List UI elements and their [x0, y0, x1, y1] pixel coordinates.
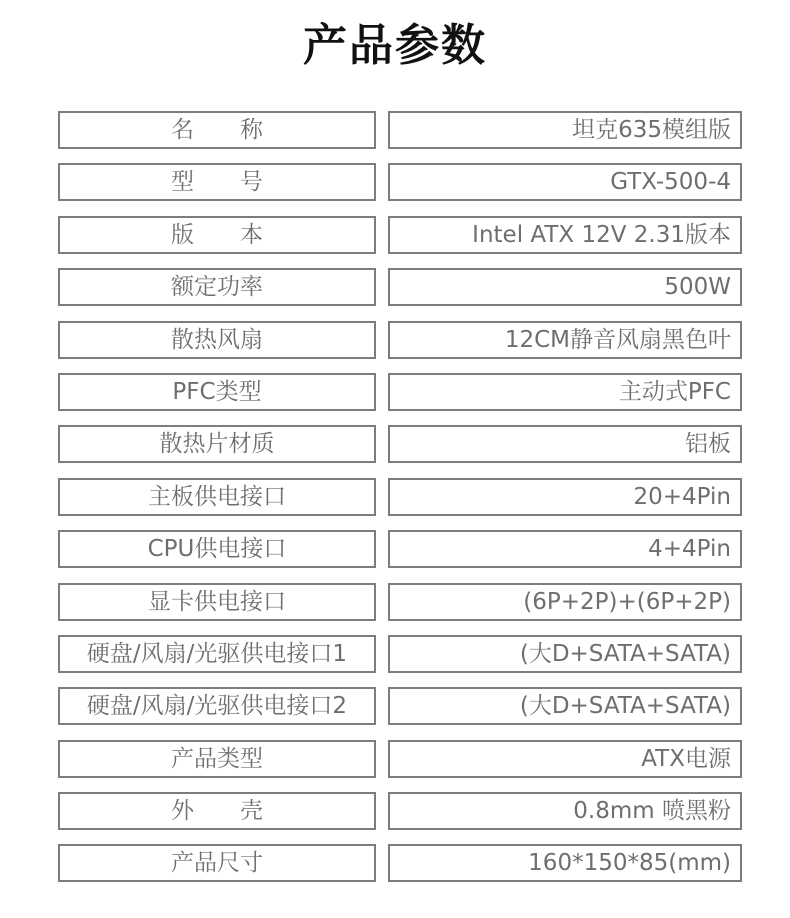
- spec-label: 产品类型: [58, 740, 376, 778]
- spec-row-fan: [58, 321, 742, 359]
- spec-value: (大D+SATA+SATA): [388, 635, 742, 673]
- spec-row-version: [58, 216, 742, 254]
- spec-row-model: [58, 163, 742, 201]
- spec-label: PFC类型: [58, 373, 376, 411]
- spec-label: 型 号: [58, 163, 376, 201]
- page-title: 产品参数: [303, 20, 487, 71]
- spec-row-drive-power-1: [58, 635, 742, 673]
- spec-value: 坦克635模组版: [388, 111, 742, 149]
- spec-label: 额定功率: [58, 268, 376, 306]
- spec-value: 160*150*85(mm): [388, 844, 742, 882]
- spec-value: (6P+2P)+(6P+2P): [388, 583, 742, 621]
- spec-value: 主动式PFC: [388, 373, 742, 411]
- spec-table: [58, 111, 742, 897]
- spec-row-size: [58, 844, 742, 882]
- spec-label: 主板供电接口: [58, 478, 376, 516]
- spec-label: 产品尺寸: [58, 844, 376, 882]
- spec-value: ATX电源: [388, 740, 742, 778]
- spec-label: 硬盘/风扇/光驱供电接口1: [58, 635, 376, 673]
- spec-value: 0.8mm 喷黑粉: [388, 792, 742, 830]
- spec-label: 散热风扇: [58, 321, 376, 359]
- spec-value: 铝板: [388, 425, 742, 463]
- spec-label: 名 称: [58, 111, 376, 149]
- spec-label: 外 壳: [58, 792, 376, 830]
- spec-label: 版 本: [58, 216, 376, 254]
- spec-row-mb-power: [58, 478, 742, 516]
- spec-value: 4+4Pin: [388, 530, 742, 568]
- spec-row-name: [58, 111, 742, 149]
- spec-row-pfc: [58, 373, 742, 411]
- spec-value: 12CM静音风扇黑色叶: [388, 321, 742, 359]
- spec-value: GTX-500-4: [388, 163, 742, 201]
- spec-row-shell: [58, 792, 742, 830]
- spec-row-gpu-power: [58, 583, 742, 621]
- spec-value: Intel ATX 12V 2.31版本: [388, 216, 742, 254]
- spec-value: 20+4Pin: [388, 478, 742, 516]
- spec-label: 显卡供电接口: [58, 583, 376, 621]
- spec-value: (大D+SATA+SATA): [388, 687, 742, 725]
- spec-label: 硬盘/风扇/光驱供电接口2: [58, 687, 376, 725]
- spec-row-product-type: [58, 740, 742, 778]
- spec-row-heatsink: [58, 425, 742, 463]
- spec-value: 500W: [388, 268, 742, 306]
- spec-row-drive-power-2: [58, 687, 742, 725]
- spec-label: 散热片材质: [58, 425, 376, 463]
- spec-label: CPU供电接口: [58, 530, 376, 568]
- spec-row-rated-power: [58, 268, 742, 306]
- spec-row-cpu-power: [58, 530, 742, 568]
